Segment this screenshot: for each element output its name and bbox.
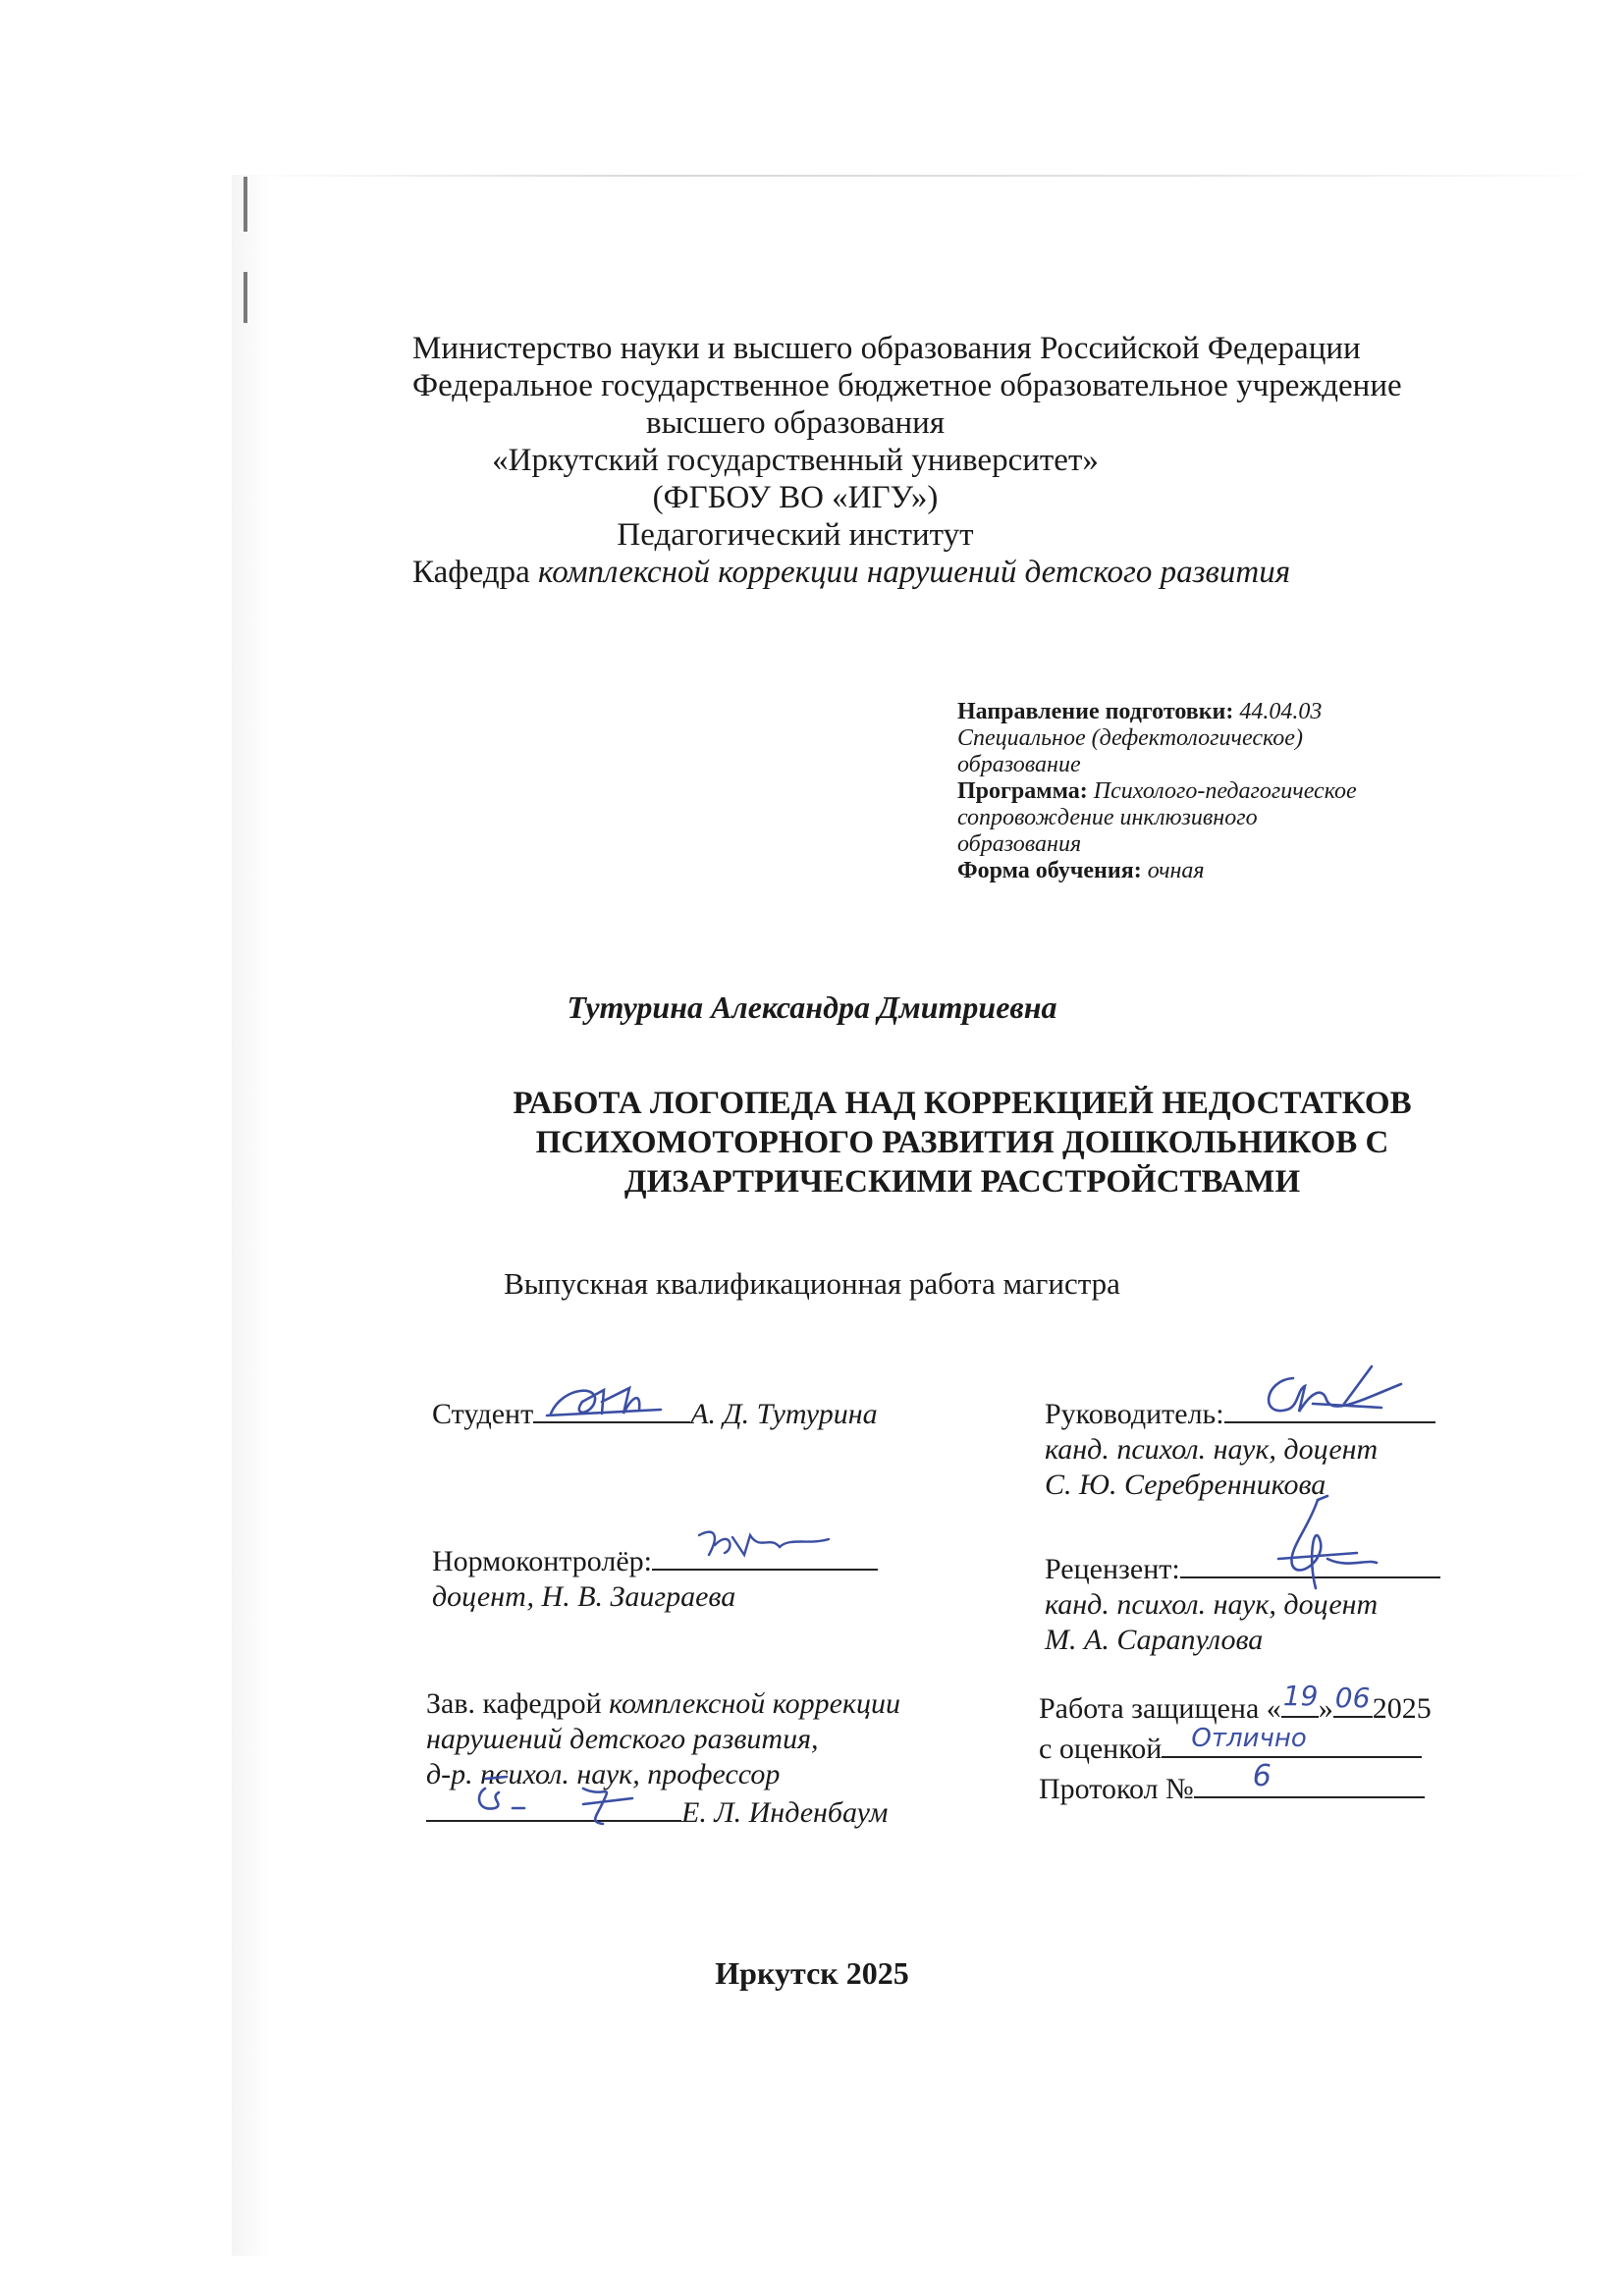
program-name-cont-2: образования <box>957 831 1082 857</box>
program-name-cont: сопровождение инклюзивного <box>957 805 1258 830</box>
handwritten-signature <box>691 1525 888 1565</box>
reviewer-name: М. А. Сарапулова <box>1045 1624 1264 1656</box>
defended-separator: » <box>1318 1692 1333 1725</box>
department-line <box>412 554 1291 591</box>
defense-block <box>1039 1680 1432 1807</box>
title-line: ПСИХОМОТОРНОГО РАЗВИТИЯ ДОШКОЛЬНИКОВ С <box>535 1125 1389 1160</box>
head-department-cont: нарушений детского развития, <box>426 1723 819 1755</box>
defended-year: 2025 <box>1372 1692 1432 1725</box>
month-field <box>1333 1682 1373 1718</box>
defended-day: 19 <box>1282 1680 1319 1712</box>
supervisor-degree: канд. психол. наук, доцент <box>1045 1433 1379 1466</box>
signature-line <box>652 1541 878 1571</box>
study-form-label: Форма обучения: <box>957 858 1142 883</box>
signature-line <box>426 1792 681 1822</box>
program-info <box>957 699 1468 884</box>
institute-name: Педагогический институт <box>617 517 974 553</box>
direction-name: Специальное (дефектологическое) <box>957 725 1303 751</box>
institution-header <box>412 330 1402 591</box>
defended-month: 06 <box>1334 1682 1371 1714</box>
normcontrol-signature-block <box>432 1541 878 1615</box>
program-name: Психолого-педагогическое <box>1093 778 1357 804</box>
scan-mark <box>244 177 247 232</box>
education-level-line: высшего образования <box>646 405 945 441</box>
supervisor-name: С. Ю. Серебренникова <box>1045 1468 1326 1501</box>
direction-name-cont: образование <box>957 752 1081 777</box>
scan-edge <box>245 175 1610 177</box>
handwritten-signature <box>1254 1361 1450 1419</box>
direction-label: Направление подготовки: <box>957 699 1234 724</box>
department-name: комплексной коррекции нарушений детского развития <box>538 555 1291 590</box>
reviewer-degree: канд. психол. наук, доцент <box>1045 1588 1379 1621</box>
grade-value: Отлично <box>1191 1724 1307 1753</box>
handwritten-signature <box>543 1380 690 1425</box>
grade-field <box>1162 1724 1422 1758</box>
day-field <box>1281 1680 1319 1718</box>
signature-line <box>1180 1549 1440 1578</box>
head-degree: д-р. психол. наук, профессор <box>426 1758 781 1790</box>
signature-line <box>1224 1394 1435 1423</box>
ministry-line: Министерство науки и высшего образования Российской Федерации <box>412 331 1361 366</box>
signature-line <box>533 1394 690 1423</box>
city-year: Иркутск 2025 <box>715 1955 909 1991</box>
handwritten-signature <box>456 1769 691 1828</box>
program-label: Программа: <box>957 778 1088 804</box>
department-prefix: Кафедра <box>412 555 530 590</box>
work-type: Выпускная квалификационная работа магистра <box>504 1266 1120 1301</box>
author-name: Тутурина Александра Дмитриевна <box>567 989 1057 1025</box>
reviewer-signature-block <box>1045 1549 1440 1658</box>
direction-code: 44.04.03 <box>1239 699 1323 724</box>
normcontrol-name: доцент, Н. В. Заиграева <box>432 1580 736 1613</box>
institution-type-line: Федеральное государственное бюджетное образовательное учреждение <box>412 368 1402 403</box>
thesis-title <box>422 1084 1502 1201</box>
study-form-value: очная <box>1147 858 1205 883</box>
protocol-label: Протокол № <box>1039 1773 1194 1805</box>
student-label: Студент <box>432 1398 534 1430</box>
grade-label: с оценкой <box>1039 1733 1163 1765</box>
student-name: А. Д. Тутурина <box>690 1398 878 1430</box>
normcontrol-label: Нормоконтролёр: <box>432 1545 653 1577</box>
defended-label: Работа защищена « <box>1039 1692 1281 1725</box>
supervisor-signature-block <box>1045 1394 1435 1503</box>
university-name: «Иркутский государственный университет» <box>492 443 1099 478</box>
university-abbr: (ФГБОУ ВО «ИГУ») <box>652 480 939 515</box>
protocol-field <box>1194 1759 1425 1798</box>
handwritten-signature <box>1259 1490 1396 1598</box>
scan-mark <box>244 272 247 323</box>
title-line: РАБОТА ЛОГОПЕДА НАД КОРРЕКЦИЕЙ НЕДОСТАТКОВ <box>513 1086 1412 1121</box>
head-name: Е. Л. Инденбаум <box>681 1796 889 1829</box>
student-signature-block <box>432 1394 878 1432</box>
supervisor-label: Руководитель: <box>1045 1398 1224 1430</box>
reviewer-label: Рецензент: <box>1045 1553 1180 1585</box>
head-department: комплексной коррекции <box>609 1687 900 1720</box>
title-line: ДИЗАРТРИЧЕСКИМИ РАССТРОЙСТВАМИ <box>623 1164 1301 1200</box>
scan-shadow <box>232 175 271 2256</box>
head-signature-block <box>426 1686 900 1831</box>
head-label: Зав. кафедрой <box>426 1687 602 1720</box>
protocol-value: 6 <box>1252 1759 1272 1793</box>
